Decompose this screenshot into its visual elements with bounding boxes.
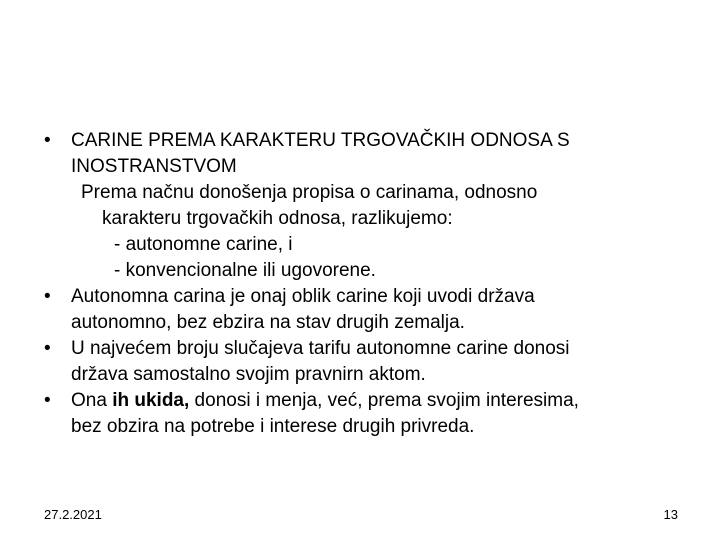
bold-emphasis: ih ukida, [112, 390, 190, 411]
bullet-text-line: U najvećem broju slučajeva tarifu autonomne carine donosi [71, 338, 570, 359]
bullet-marker: • [44, 286, 51, 307]
sub-text-line: karakteru trgovačkih odnosa, razlikujemo: [102, 208, 453, 229]
bullet-text-line: autonomno, bez ebzira na stav drugih zemalja. [71, 312, 465, 333]
slide-body [44, 128, 684, 440]
text-segment: donosi i menja, već, prema svojim interesima, [189, 390, 579, 411]
footer-date: 27.2.2021 [44, 507, 102, 522]
bullet-text-line: CARINE PREMA KARAKTERU TRGOVAČKIH ODNOSA S [71, 130, 570, 151]
bullet-marker: • [44, 130, 51, 151]
bullet-text-line: Autonomna carina je onaj oblik carine koji uvodi država [71, 286, 535, 307]
bullet-item-carine-prema-karakteru [44, 128, 684, 284]
bullet-text-line: INOSTRANSTVOM [71, 156, 237, 177]
bullet-item-tarifa-autonomne-carine [44, 336, 684, 388]
sub-list-item-konvencionalne: - konvencionalne ili ugovorene. [114, 260, 376, 281]
bullet-item-autonomna-carina [44, 284, 684, 336]
bullet-marker: • [44, 338, 51, 359]
slide-number: 13 [663, 507, 678, 522]
bullet-item-ona-ih-ukida [44, 388, 684, 440]
bullet-text-line: bez obzira na potrebe i interese drugih privreda. [71, 416, 475, 437]
text-segment: Ona [71, 390, 113, 411]
bullet-marker: • [44, 390, 51, 411]
sub-text-line: Prema načnu donošenja propisa o carinama, odnosno [81, 182, 538, 203]
sub-list-item-autonomne: - autonomne carine, i [114, 234, 293, 255]
bullet-text-line: država samostalno svojim pravnirn aktom. [71, 364, 426, 385]
bullet-text-line [71, 388, 684, 414]
